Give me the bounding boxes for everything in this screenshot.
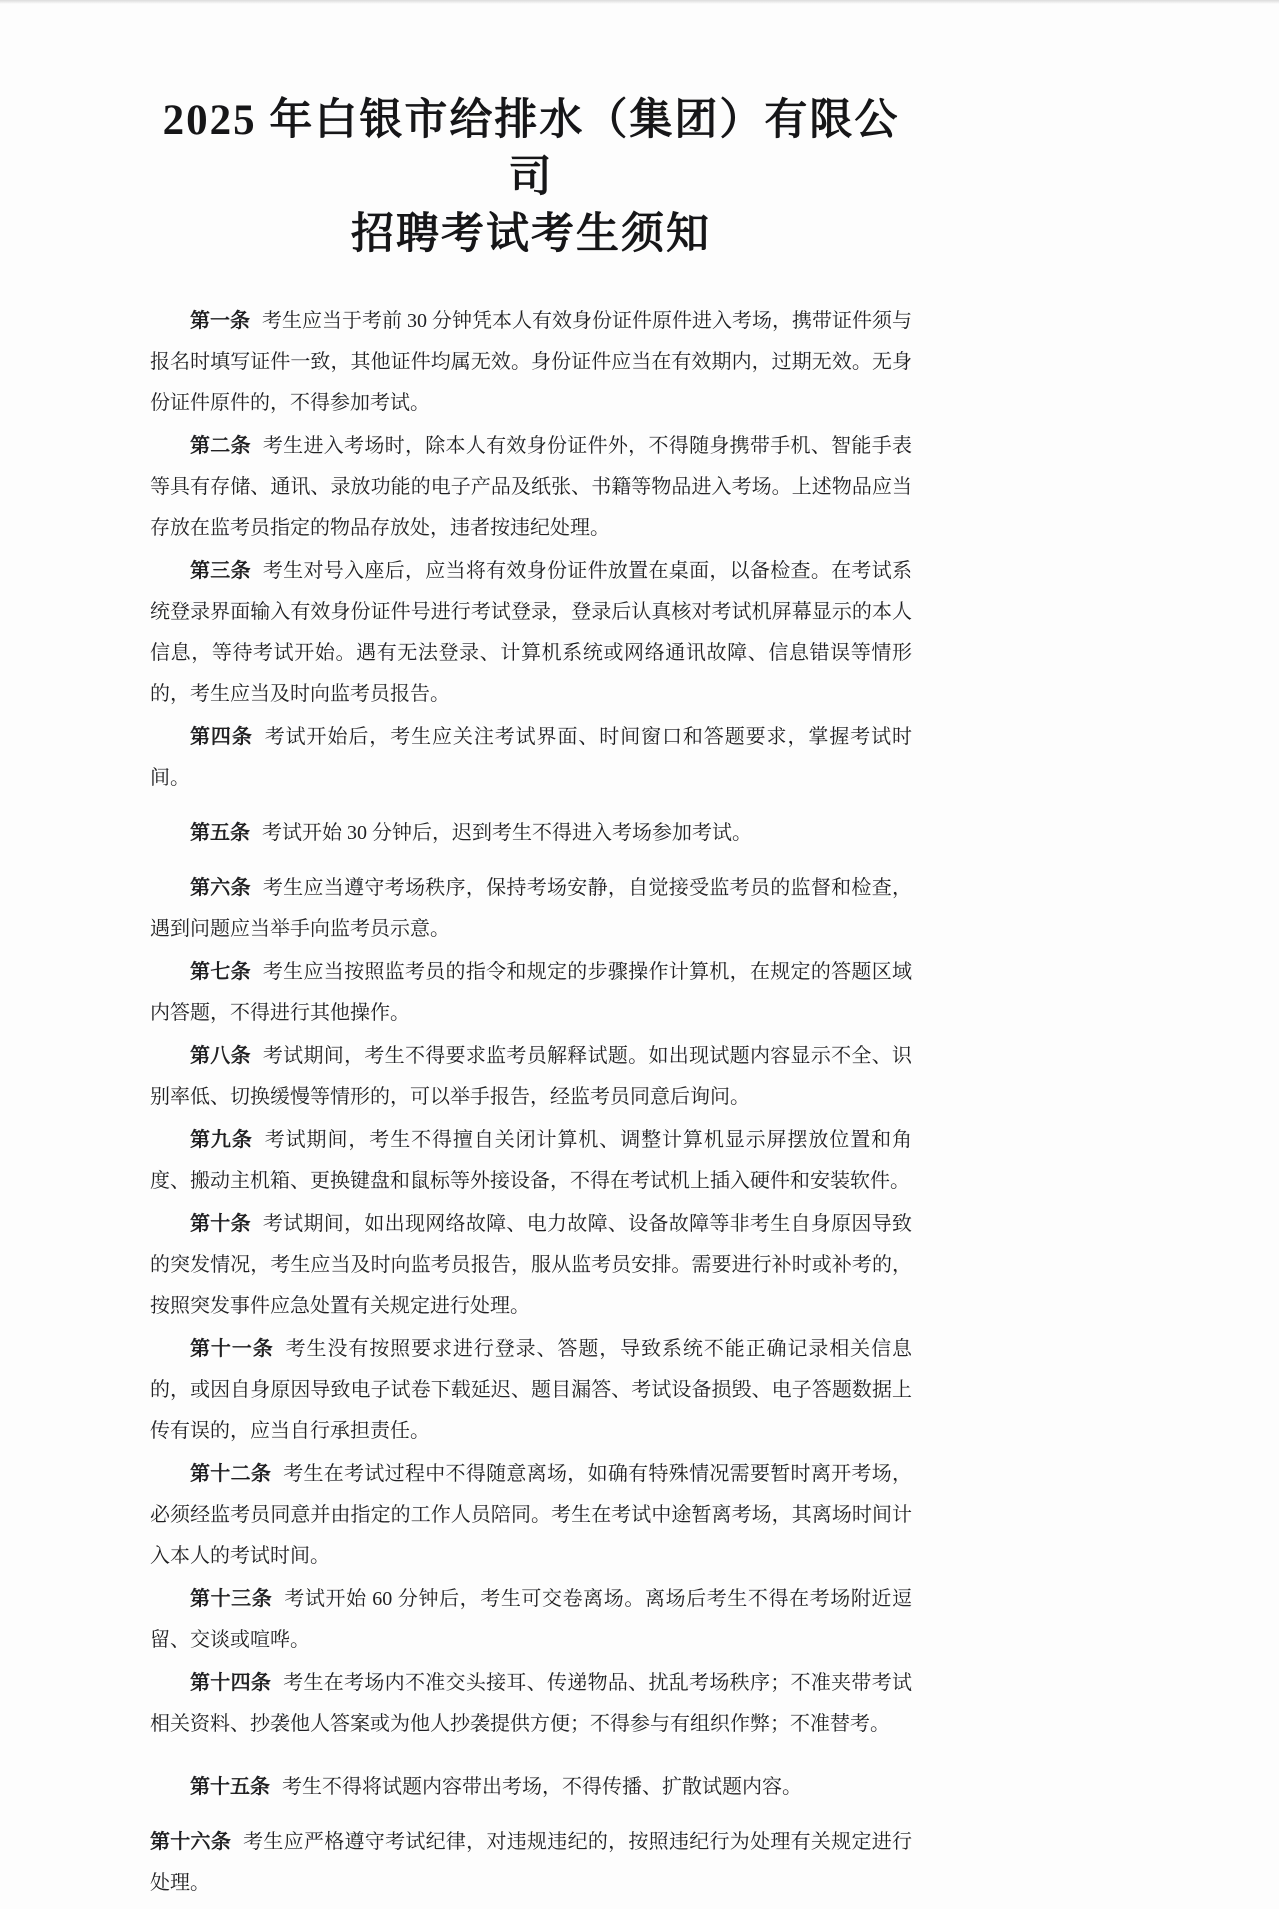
article-4-label: 第四条 [190, 726, 253, 748]
article-1-text: 考生应当于考前 30 分钟凭本人有效身份证件原件进入考场，携带证件须与报名时填写证件一致，其他证件均属无效。身份证件应当在有效期内，过期无效。无身份证件原件的，不得参加考试。 [150, 310, 912, 414]
article-6-text: 考生应当遵守考场秩序，保持考场安静，自觉接受监考员的监督和检查，遇到问题应当举手向监考员示意。 [150, 877, 913, 940]
article-5-text: 考试开始 30 分钟后，迟到考生不得进入考场参加考试。 [262, 822, 752, 844]
article-10-label: 第十条 [190, 1213, 251, 1235]
article-7-text: 考生应当按照监考员的指令和规定的步骤操作计算机，在规定的答题区域内答题，不得进行其他操作。 [150, 961, 913, 1024]
article-11 [150, 1329, 912, 1452]
article-10-text: 考试期间，如出现网络故障、电力故障、设备故障等非考生自身原因导致的突发情况，考生应当及时向监考员报告，服从监考员安排。需要进行补时或补考的，按照突发事件应急处置有关规定进行处理。 [150, 1213, 913, 1317]
article-13-text: 考试开始 60 分钟后，考生可交卷离场。离场后考生不得在考场附近逗留、交谈或喧哗。 [150, 1588, 913, 1651]
article-13 [150, 1579, 912, 1661]
article-3-label: 第三条 [190, 560, 251, 582]
article-8 [150, 1036, 912, 1118]
article-14-label: 第十四条 [190, 1672, 272, 1694]
article-1 [150, 301, 912, 424]
article-9-label: 第九条 [190, 1129, 253, 1151]
article-11-label: 第十一条 [190, 1338, 274, 1360]
article-2-label: 第二条 [190, 435, 251, 457]
article-12 [150, 1454, 912, 1577]
article-5 [150, 813, 912, 854]
article-12-label: 第十二条 [190, 1463, 272, 1485]
article-11-text: 考生没有按照要求进行登录、答题，导致系统不能正确记录相关信息的，或因自身原因导致电子试卷下载延迟、题目漏答、考试设备损毁、电子答题数据上传有误的，应当自行承担责任。 [150, 1338, 913, 1442]
article-14 [150, 1663, 912, 1745]
article-2-text: 考生进入考场时，除本人有效身份证件外，不得随身携带手机、智能手表等具有存储、通讯、录放功能的电子产品及纸张、书籍等物品进入考场。上述物品应当存放在监考员指定的物品存放处，违者按违纪处理。 [150, 435, 913, 539]
article-16 [150, 1822, 912, 1904]
article-5-label: 第五条 [190, 822, 250, 844]
title-line-2: 招聘考试考生须知 [351, 211, 711, 258]
document-title [150, 92, 912, 263]
article-8-label: 第八条 [190, 1045, 251, 1067]
article-13-label: 第十三条 [190, 1588, 273, 1610]
article-1-label: 第一条 [190, 310, 250, 332]
article-3 [150, 551, 912, 715]
article-9 [150, 1120, 912, 1202]
articles-list [150, 301, 912, 1904]
article-7 [150, 952, 912, 1034]
article-4-text: 考试开始后，考生应关注考试界面、时间窗口和答题要求，掌握考试时间。 [150, 726, 913, 789]
article-10 [150, 1204, 912, 1327]
article-8-text: 考试期间，考生不得要求监考员解释试题。如出现试题内容显示不全、识别率低、切换缓慢等情形的，可以举手报告，经监考员同意后询问。 [150, 1045, 913, 1108]
article-6-label: 第六条 [190, 877, 251, 899]
article-16-text: 考生应严格遵守考试纪律，对违规违纪的，按照违纪行为处理有关规定进行处理。 [150, 1831, 913, 1894]
article-4 [150, 717, 912, 799]
title-line-1: 2025 年白银市给排水（集团）有限公司 [162, 97, 900, 201]
article-9-text: 考试期间，考生不得擅自关闭计算机、调整计算机显示屏摆放位置和角度、搬动主机箱、更换键盘和鼠标等外接设备，不得在考试机上插入硬件和安装软件。 [150, 1129, 913, 1192]
article-12-text: 考生在考试过程中不得随意离场，如确有特殊情况需要暂时离开考场，必须经监考员同意并由指定的工作人员陪同。考生在考试中途暂离考场，其离场时间计入本人的考试时间。 [150, 1463, 913, 1567]
article-16-label: 第十六条 [150, 1831, 232, 1853]
article-14-text: 考生在考场内不准交头接耳、传递物品、扰乱考场秩序；不准夹带考试相关资料、抄袭他人答案或为他人抄袭提供方便；不得参与有组织作弊；不准替考。 [150, 1672, 913, 1735]
article-2 [150, 426, 912, 549]
article-15 [150, 1767, 912, 1808]
article-15-label: 第十五条 [190, 1776, 270, 1798]
article-3-text: 考生对号入座后，应当将有效身份证件放置在桌面，以备检查。在考试系统登录界面输入有效身份证件号进行考试登录，登录后认真核对考试机屏幕显示的本人信息，等待考试开始。遇有无法登录、计算机系统或网络通讯故障、信息错误等情形的，考生应当及时向监考员报告。 [150, 560, 913, 705]
article-15-text: 考生不得将试题内容带出考场，不得传播、扩散试题内容。 [282, 1776, 802, 1798]
article-7-label: 第七条 [190, 961, 251, 983]
article-6 [150, 868, 912, 950]
